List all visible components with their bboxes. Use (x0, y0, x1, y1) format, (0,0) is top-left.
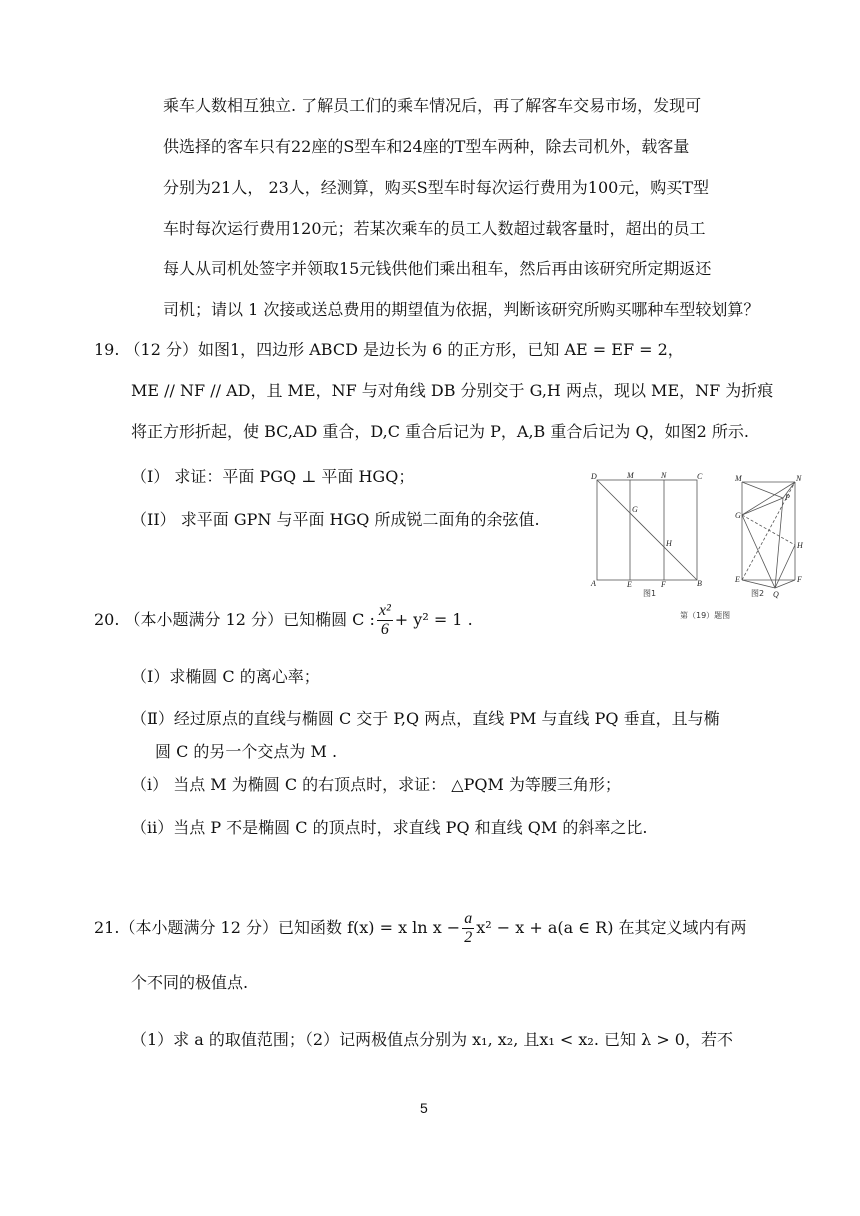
q21-fraction-denominator: 2 (464, 929, 473, 946)
svg-text:P: P (785, 493, 790, 502)
svg-text:H: H (797, 541, 803, 550)
svg-text:D: D (591, 472, 597, 481)
svg-text:E: E (627, 580, 632, 589)
q21-line-3: （1）求 a 的取值范围；（2）记两极值点分别为 x₁, x₂, 且x₁ < x₂. 已知 λ > 0，若不 (131, 1030, 733, 1049)
figure-2-caption: 图2 (751, 589, 765, 598)
q20-line-1 (94, 600, 473, 640)
svg-text:F: F (661, 580, 666, 589)
page-number: 5 (420, 1100, 428, 1116)
q19-part-1: （I） 求证：平面 PGQ ⊥ 平面 HGQ； (131, 467, 415, 486)
q20-sub-i: （i） 当点 M 为椭圆 C 的右顶点时，求证： △PQM 为等腰三角形； (131, 775, 621, 794)
q21-line-1-prefix: 21.（本小题满分 12 分）已知函数 f(x) = x ln x − (94, 918, 461, 937)
q19-part-2: （II） 求平面 GPN 与平面 HGQ 所成锐二面角的余弦值. (131, 510, 540, 529)
svg-text:G: G (632, 505, 638, 514)
q18-line-5: 每人从司机处签字并领取15元钱供他们乘出租车，然后再由该研究所定期返还 (163, 259, 712, 278)
q19-line-2: ME // NF // AD，且 ME，NF 与对角线 DB 分别交于 G,H 两点，现以 ME，NF 为折痕 (131, 381, 774, 400)
figure-main-caption: 第（19）题图 (680, 611, 731, 620)
svg-text:F: F (797, 575, 802, 584)
svg-text:H: H (666, 539, 672, 548)
q21-fraction-numerator: a (464, 910, 473, 927)
q21-line-2: 个不同的极值点. (131, 973, 249, 992)
svg-text:M: M (627, 471, 634, 480)
q21-fraction (462, 910, 474, 947)
q18-line-4: 车时每次运行费用120元；若某次乘车的员工人数超过载客量时，超出的员工 (163, 219, 706, 238)
svg-text:N: N (796, 474, 802, 483)
q20-fraction (377, 602, 393, 639)
q19-line-1: 19. （12 分）如图1，四边形 ABCD 是边长为 6 的正方形，已知 AE = EF = 2， (94, 340, 684, 359)
q20-fraction-denominator: 6 (380, 621, 389, 638)
q20-line-1-suffix: + y² = 1 . (394, 610, 473, 629)
q18-line-1: 乘车人数相互独立. 了解员工们的乘车情况后，再了解客车交易市场，发现可 (163, 96, 702, 115)
q20-line-1-prefix: 20. （本小题满分 12 分）已知椭圆 C : (94, 610, 375, 629)
svg-text:A: A (591, 579, 596, 588)
q20-part-2b: 圆 C 的另一个交点为 M . (155, 742, 338, 761)
q18-line-6: 司机；请以 1 次接或送总费用的期望值为依据，判断该研究所购买哪种车型较划算？ (163, 300, 760, 319)
q21-line-1-suffix: x² − x + a(a ∈ R) 在其定义域内有两 (476, 918, 747, 937)
q19-figure (585, 470, 815, 625)
svg-text:M: M (735, 474, 742, 483)
q20-part-1: （Ⅰ）求椭圆 C 的离心率； (131, 667, 320, 686)
q19-line-3: 将正方形折起，使 BC,AD 重合，D,C 重合后记为 P，A,B 重合后记为 Q，如图2 所示. (131, 422, 749, 441)
svg-text:Q: Q (773, 590, 779, 599)
q18-line-2: 供选择的客车只有22座的S型车和24座的T型车两种，除去司机外，载客量 (163, 137, 690, 156)
figure-1-caption: 图1 (643, 589, 657, 598)
figure-1-square (597, 480, 697, 580)
q20-fraction-numerator: x² (378, 602, 391, 619)
q18-line-3: 分别为21人， 23人，经测算，购买S型车时每次运行费用为100元，购买T型 (163, 178, 709, 197)
svg-text:C: C (697, 472, 703, 481)
svg-text:B: B (697, 579, 702, 588)
svg-text:N: N (661, 471, 667, 480)
q20-sub-ii: （ii）当点 P 不是椭圆 C 的顶点时，求直线 PQ 和直线 QM 的斜率之比. (131, 818, 648, 837)
q20-part-2a: （Ⅱ）经过原点的直线与椭圆 C 交于 P,Q 两点，直线 PM 与直线 PQ 垂直，且与椭 (131, 709, 720, 728)
q21-line-1 (94, 908, 747, 948)
svg-text:G: G (735, 511, 741, 520)
svg-text:E: E (735, 575, 740, 584)
